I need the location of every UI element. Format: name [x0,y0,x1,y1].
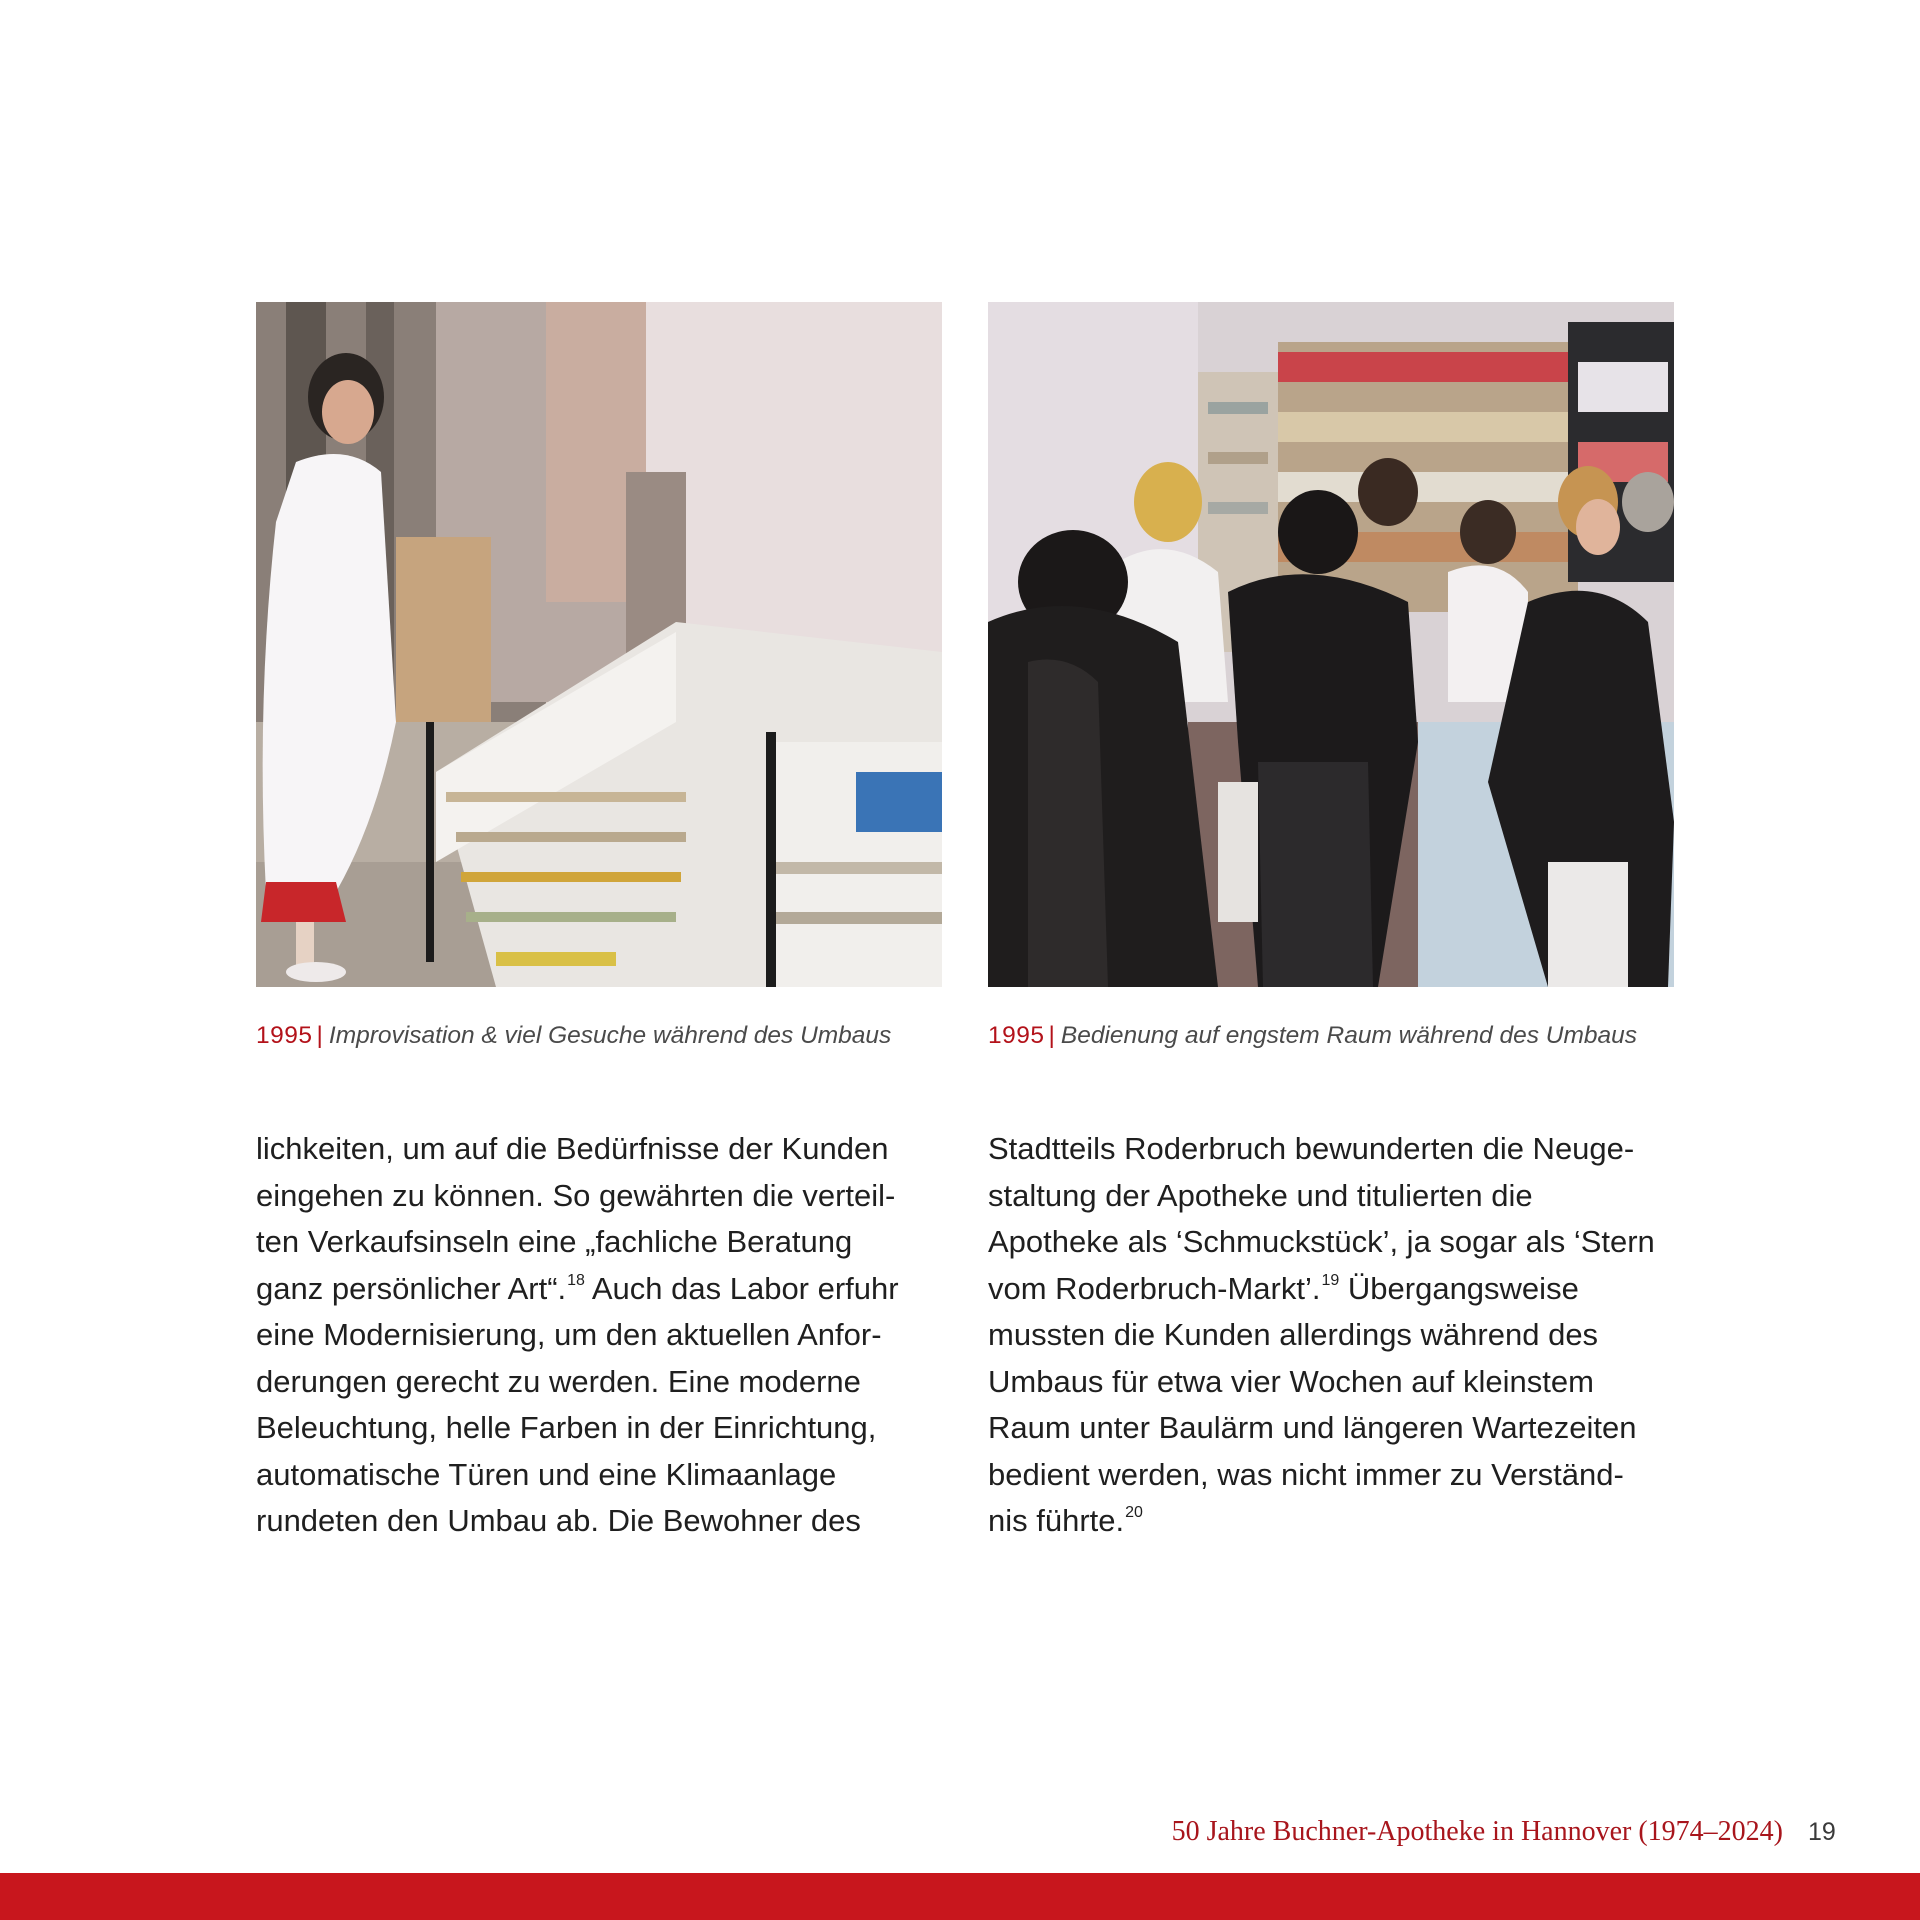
text-fragment: ganz persönlicher Art“. [256,1270,567,1306]
page-number: 19 [1808,1818,1836,1846]
text-line: lichkeiten, um auf die Bedürfnisse der Kunden [256,1131,889,1166]
caption-year: 1995 [988,1022,1045,1049]
text-line: Stadtteils Roderbruch bewunderten die Neuge- [988,1131,1635,1166]
text-line: Beleuchtung, helle Farben in der Einrichtung, [256,1410,877,1445]
text-line: staltung der Apotheke und titulierten die [988,1177,1533,1213]
text-line: ten Verkaufsinseln eine „fachliche Beratung [256,1224,853,1259]
text-line [988,1498,1678,1545]
text-line: derungen gerecht zu werden. Eine moderne [256,1363,861,1399]
footnote-marker: 18 [567,1271,585,1289]
photo-pharmacy-renovation-shelves [256,302,942,987]
photo-pharmacy-crowded-counter [988,302,1674,987]
text-line: automatische Türen und eine Klimaanlage [256,1456,837,1492]
footnote-marker: 20 [1125,1504,1143,1521]
photo-right-illustration [988,302,1674,987]
caption-separator: | [316,1022,323,1049]
text-line [988,1266,1678,1313]
caption-text: Bedienung auf engstem Raum während des Umbaus [1060,1022,1637,1049]
body-text-right-column [988,1126,1678,1545]
text-line: eingehen zu können. So gewährten die verteil- [256,1177,896,1213]
text-line [256,1266,946,1313]
text-line: rundeten den Umbau ab. Die Bewohner des [256,1503,861,1538]
text-line: Apotheke als ‘Schmuckstück’, ja sogar als ‘Stern [988,1224,1655,1259]
text-fragment: nis führte. [988,1503,1125,1538]
footer-accent-bar [0,1873,1920,1920]
text-fragment: Auch das Labor erfuhr [584,1270,899,1306]
photo-left-illustration [256,302,942,987]
body-text-left-column [256,1126,946,1545]
photo-caption-right [988,1018,1688,1054]
caption-separator: | [1048,1022,1055,1049]
text-line: Raum unter Baulärm und längeren Wartezeiten [988,1410,1637,1445]
text-fragment: Übergangsweise [1339,1270,1579,1306]
caption-text: Improvisation & viel Gesuche während des Umbaus [328,1022,892,1049]
text-fragment: vom Roderbruch-Markt’. [988,1270,1321,1306]
text-line: eine Modernisierung, um den aktuellen Anfor- [256,1317,882,1352]
footnote-marker: 19 [1321,1271,1340,1289]
text-line: mussten die Kunden allerdings während des [988,1317,1599,1352]
text-line: bedient werden, was nicht immer zu Verständ- [988,1456,1624,1492]
photo-caption-left [256,1018,956,1054]
running-footer-title: 50 Jahre Buchner-Apotheke in Hannover (1974–2024) [1171,1816,1783,1847]
text-line: Umbaus für etwa vier Wochen auf kleinstem [988,1363,1594,1399]
caption-year: 1995 [256,1022,313,1049]
